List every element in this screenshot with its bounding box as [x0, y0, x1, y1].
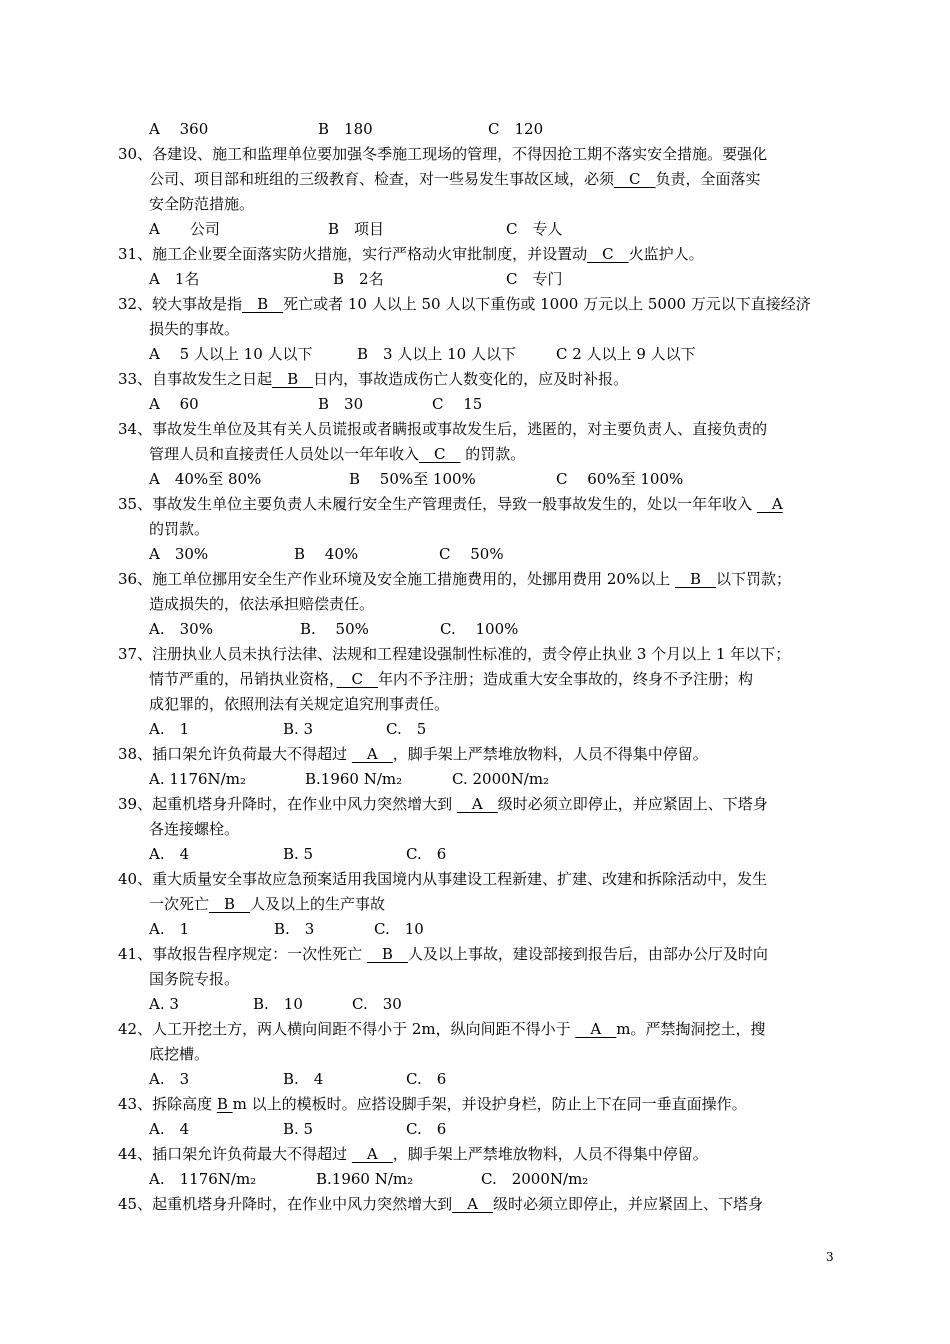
answer-option: B. 3 — [274, 920, 315, 938]
answer-option: A. 3 — [149, 1070, 190, 1088]
page-number: 3 — [826, 1250, 834, 1264]
answer-option: C. 6 — [406, 1070, 447, 1088]
answer-option: A. 1 — [149, 720, 190, 738]
question-continuation — [149, 595, 374, 613]
question-continuation — [149, 1045, 209, 1063]
answer-option: A. 30% — [149, 620, 213, 638]
question-line — [118, 945, 768, 963]
answer-blank: A — [452, 1195, 493, 1213]
answer-option: C 专人 — [506, 220, 563, 238]
line-text-tail: m。严禁掏洞挖土，搜 — [616, 1020, 766, 1038]
line-text: 各连接螺栓。 — [149, 820, 240, 838]
answer-option: C. 6 — [406, 845, 447, 863]
answer-blank: C — [587, 245, 629, 263]
question-line — [118, 495, 783, 513]
question-continuation — [149, 445, 525, 463]
question-line — [118, 870, 767, 888]
answer-option: C. 2000N/m₂ — [481, 1170, 589, 1188]
question-line — [118, 145, 767, 163]
line-text-tail: 人及以上事故，建设部接到报告后，由部办公厅及时向 — [407, 945, 768, 963]
line-text: 43、拆除高度 — [118, 1095, 217, 1113]
line-text: 45、起重机塔身升降时，在作业中风力突然增大到 — [118, 1195, 453, 1213]
answer-blank: C — [614, 170, 656, 188]
question-continuation — [149, 820, 239, 838]
answer-blank: A — [456, 795, 498, 813]
line-text-tail: 的罚款。 — [460, 445, 526, 463]
answer-blank: B — [366, 945, 408, 963]
answer-blank: A — [351, 1145, 393, 1163]
line-text: 31、施工企业要全面落实防火措施，实行严格动火审批制度，并设置动 — [118, 245, 588, 263]
question-continuation — [149, 170, 761, 188]
answer-option: C. 100% — [440, 620, 519, 638]
line-text-tail: 火监护人。 — [628, 245, 704, 263]
answer-option: B.1960 N/m₂ — [305, 770, 403, 788]
line-text-tail: 负责，全面落实 — [655, 170, 761, 188]
question-line — [118, 1095, 747, 1113]
line-text: 40、重大质量安全事故应急预案适用我国境内从事建设工程新建、扩建、改建和拆除活动中，发生 — [118, 870, 768, 888]
line-text: 39、起重机塔身升降时，在作业中风力突然增大到 — [118, 795, 457, 813]
answer-option: C. 6 — [406, 1120, 447, 1138]
answer-option: C 15 — [432, 395, 483, 413]
answer-option: B 180 — [318, 120, 373, 138]
answer-option: B. 10 — [253, 995, 303, 1013]
question-line — [118, 795, 768, 813]
question-line — [118, 420, 767, 438]
question-continuation — [149, 695, 449, 713]
answer-blank: B — [216, 1095, 233, 1113]
answer-option: A 公司 — [149, 220, 220, 238]
answer-option: B 50%至 100% — [349, 470, 476, 488]
line-text: 损失的事故。 — [149, 320, 240, 338]
line-text-tail: 人及以上的生产事故 — [250, 895, 386, 913]
line-text: 36、施工单位挪用安全生产作业环境及安全施工措施费用的，处挪用费用 20%以上 — [118, 570, 675, 588]
answer-option: C 120 — [488, 120, 544, 138]
answer-option: B 3 人以上 10 人以下 — [357, 345, 516, 363]
answer-option: A. 1 — [149, 920, 190, 938]
answer-option: A. 3 — [149, 995, 179, 1013]
question-line — [118, 1020, 765, 1038]
question-continuation — [149, 970, 239, 988]
line-text-tail: m 以上的模板时。应搭设脚手架，并设护身栏，防止上下在同一垂直面操作。 — [232, 1095, 747, 1113]
answer-blank: C — [419, 445, 461, 463]
answer-option: C 60%至 100% — [556, 470, 684, 488]
answer-option: A 60 — [149, 395, 199, 413]
line-text: 管理人员和直接责任人员处以一年年收入 — [149, 445, 420, 463]
answer-option: B. 5 — [283, 1120, 314, 1138]
answer-option: B 40% — [294, 545, 359, 563]
answer-option: C. 10 — [374, 920, 424, 938]
line-text-tail: 年内不予注册；造成重大安全事故的，终身不予注册；构 — [378, 670, 754, 688]
answer-blank: B — [242, 295, 284, 313]
question-continuation — [149, 895, 385, 913]
answer-option: C. 2000N/m₂ — [452, 770, 550, 788]
line-text: 33、自事故发生之日起 — [118, 370, 273, 388]
answer-option: C 2 人以上 9 人以下 — [556, 345, 696, 363]
answer-blank: C — [336, 670, 378, 688]
answer-option: A. 4 — [149, 1120, 190, 1138]
line-text: 34、事故发生单位及其有关人员谎报或者瞒报或事故发生后，逃匿的，对主要负责人、直接负责的 — [118, 420, 768, 438]
answer-blank: B — [209, 895, 251, 913]
line-text-tail: 以下罚款； — [716, 570, 792, 588]
answer-option: C 专门 — [506, 270, 563, 288]
line-text-tail: ，脚手架上严禁堆放物料，人员不得集中停留。 — [392, 745, 708, 763]
question-line — [118, 570, 791, 588]
line-text-tail: 级时必须立即停止，并应紧固上、下塔身 — [497, 795, 768, 813]
line-text: 35、事故发生单位主要负责人未履行安全生产管理责任，导致一般事故发生的，处以一年年收入 — [118, 495, 757, 513]
line-text: 37、注册执业人员未执行法律、法规和工程建设强制性标准的，责令停止执业 3 个月以上 1 年以下； — [118, 645, 791, 663]
line-text: 成犯罪的，依照刑法有关规定追究刑事责任。 — [149, 695, 450, 713]
question-line — [118, 370, 628, 388]
line-text: 32、较大事故是指 — [118, 295, 243, 313]
question-line — [118, 1145, 708, 1163]
line-text: 国务院专报。 — [149, 970, 240, 988]
answer-option: A 360 — [149, 120, 209, 138]
answer-blank: A — [575, 1020, 617, 1038]
line-text: 41、事故报告程序规定：一次性死亡 — [118, 945, 367, 963]
answer-option: B 30 — [318, 395, 364, 413]
answer-option: B 2名 — [333, 270, 384, 288]
line-text: 30、各建设、施工和监理单位要加强冬季施工现场的管理，不得因抢工期不落实安全措施。要强化 — [118, 145, 768, 163]
answer-option: B. 5 — [283, 845, 314, 863]
line-text: 公司、项目部和班组的三级教育、检查，对一些易发生事故区域，必须 — [149, 170, 615, 188]
answer-blank: A — [351, 745, 393, 763]
line-text: 底挖槽。 — [149, 1045, 210, 1063]
line-text-tail: 死亡或者 10 人以上 50 人以下重伤或 1000 万元以上 5000 万元以下直接经济 — [283, 295, 811, 313]
answer-option: C. 5 — [386, 720, 427, 738]
answer-option: A. 4 — [149, 845, 190, 863]
question-line — [118, 295, 811, 313]
line-text-tail: 级时必须立即停止，并应紧固上、下塔身 — [492, 1195, 763, 1213]
answer-option: A 30% — [149, 545, 209, 563]
line-text: 造成损失的，依法承担赔偿责任。 — [149, 595, 375, 613]
question-continuation — [149, 195, 254, 213]
line-text: 38、插口架允许负荷最大不得超过 — [118, 745, 352, 763]
line-text: 安全防范措施。 — [149, 195, 255, 213]
answer-option: A. 1176N/m₂ — [149, 770, 246, 788]
line-text: 的罚款。 — [149, 520, 210, 538]
question-line — [118, 245, 704, 263]
answer-option: A. 1176N/m₂ — [149, 1170, 257, 1188]
answer-option: A 5 人以上 10 人以下 — [149, 345, 313, 363]
answer-option: B. 50% — [300, 620, 369, 638]
question-line — [118, 745, 708, 763]
question-continuation — [149, 320, 239, 338]
line-text: 44、插口架允许负荷最大不得超过 — [118, 1145, 352, 1163]
answer-blank: B — [272, 370, 314, 388]
line-text: 42、人工开挖土方，两人横向间距不得小于 2m，纵向间距不得小于 — [118, 1020, 576, 1038]
answer-option: B 项目 — [328, 220, 385, 238]
answer-blank: B — [674, 570, 716, 588]
answer-option: C. 30 — [352, 995, 402, 1013]
line-text-tail: 日内，事故造成伤亡人数变化的，应及时补报。 — [313, 370, 629, 388]
line-text: 一次死亡 — [149, 895, 210, 913]
answer-option: C 50% — [439, 545, 504, 563]
question-line — [118, 645, 790, 663]
answer-blank: A — [756, 495, 783, 513]
answer-option: B. 3 — [283, 720, 314, 738]
line-text: 情节严重的，吊销执业资格， — [149, 670, 337, 688]
line-text-tail: ，脚手架上严禁堆放物料，人员不得集中停留。 — [392, 1145, 708, 1163]
answer-option: B.1960 N/m₂ — [316, 1170, 414, 1188]
answer-option: A 1名 — [149, 270, 200, 288]
question-line — [118, 1195, 763, 1213]
question-continuation — [149, 670, 753, 688]
answer-option: A 40%至 80% — [149, 470, 262, 488]
answer-option: B. 4 — [283, 1070, 324, 1088]
question-continuation — [149, 520, 209, 538]
